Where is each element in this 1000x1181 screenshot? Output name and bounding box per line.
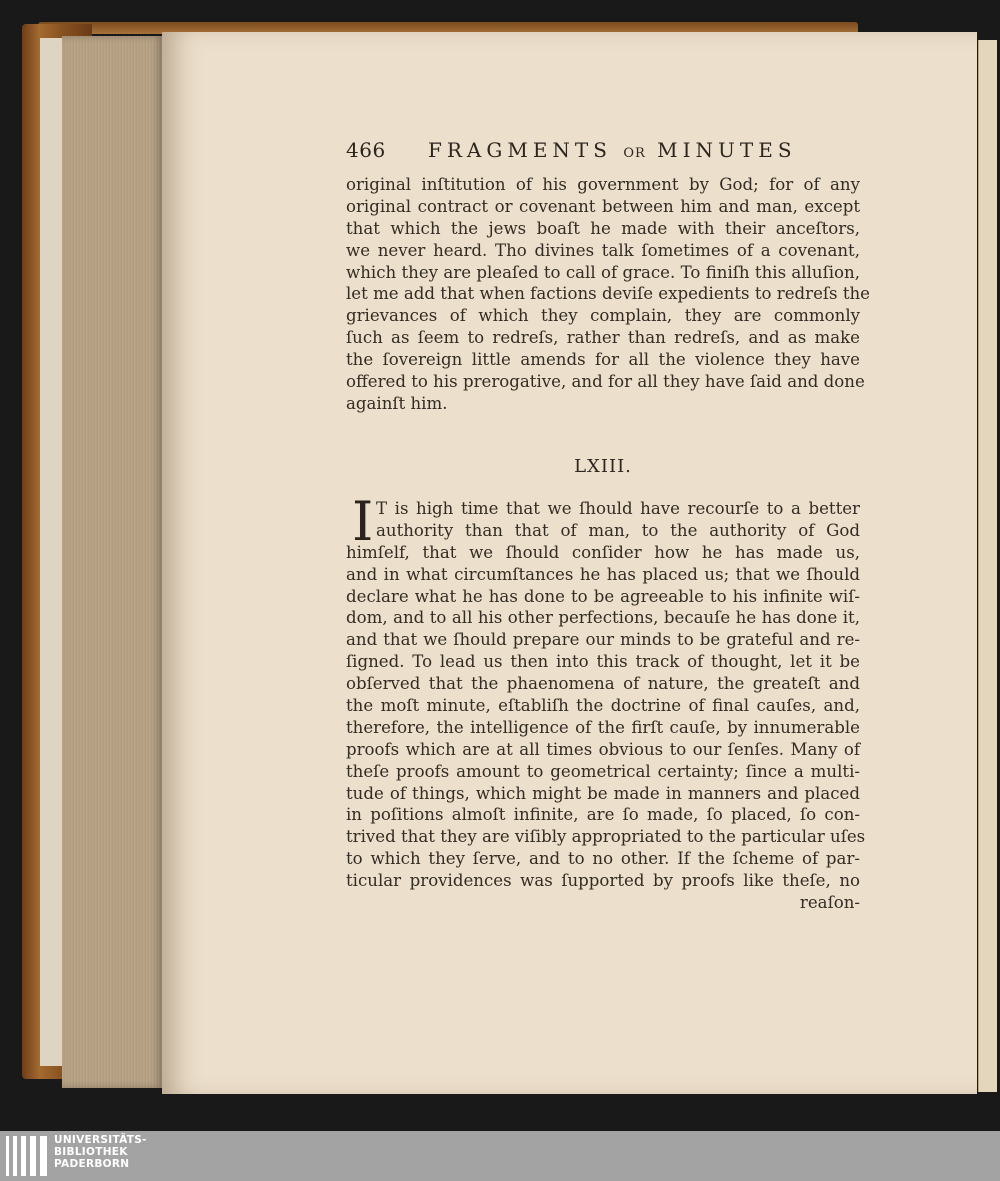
text-line: which they are pleaſed to call of grace. To finiſh this alluſion, (346, 262, 860, 282)
running-header (346, 138, 866, 168)
library-name-line3: PADERBORN (54, 1158, 130, 1170)
text-line: offered to his prerogative, and for all they have ſaid and done (346, 372, 865, 392)
drop-cap: I (352, 490, 374, 553)
text-line: and that we ſhould prepare our minds to be grateful and re- (346, 630, 860, 650)
text-line: we never heard. Tho divines talk ſometimes of a covenant, (346, 240, 860, 260)
text-line: grievances of which they complain, they are commonly (346, 306, 860, 326)
text-line: proofs which are at all times obvious to our ſenſes. Many of (346, 739, 860, 759)
text-line: and in what circumſtances he has placed us; that we ſhould (346, 564, 860, 584)
text-line: the ſovereign little amends for all the violence they have (346, 350, 860, 370)
paragraph-continued (346, 174, 870, 415)
text-line: tude of things, which might be made in manners and placed (346, 783, 860, 803)
text-line: dom, and to all his other perfections, becauſe he has done it, (346, 608, 860, 628)
text-line: that which the jews boaſt he made with their anceſtors, (346, 218, 860, 238)
text-line: himſelf, that we ſhould conſider how he has made us, (346, 542, 860, 562)
text-line: original contract or covenant between him and man, except (346, 196, 860, 216)
text-line: therefore, the intelligence of the firſt cauſe, by innumerable (346, 717, 860, 737)
library-name-line1: UNIVERSITÄTS- (54, 1134, 147, 1146)
library-name (54, 1134, 214, 1170)
catchword: reaſon- (799, 893, 860, 913)
text-line: to which they ſerve, and to no other. If the ſcheme of par- (346, 849, 860, 869)
text-line: trived that they are viſibly appropriated to the particular uſes (346, 827, 866, 847)
text-line: declare what he has done to be agreeable to his infinite wiſ- (346, 586, 860, 606)
section-heading: LXIII. (574, 456, 632, 477)
text-line: in poſitions almoſt infinite, are ſo made, ſo placed, ſo con- (346, 805, 860, 825)
text-line: original inſtitution of his government by God; for of any (346, 175, 860, 194)
running-title (428, 138, 797, 162)
text-line: againſt him. (346, 393, 448, 413)
university-library-logo-icon (4, 1134, 48, 1178)
text-line: T is high time that we ſhould have recourſe to a better (376, 499, 860, 518)
text-line: the moſt minute, eſtabliſh the doctrine of final cauſes, and, (346, 696, 860, 716)
text-line: let me add that when factions deviſe expedients to redreſs the (346, 284, 870, 304)
text-line: ticular providences was ſupported by proofs like theſe, no (346, 871, 860, 891)
text-line: obſerved that the phaenomena of nature, the greateſt and (346, 674, 860, 694)
text-line: theſe proofs amount to geometrical certainty; ſince a multi- (346, 761, 860, 781)
running-title-conj: OR (623, 146, 646, 161)
text-line: ſigned. To lead us then into this track of thought, let it be (346, 652, 860, 672)
running-title-part2: MINUTES (657, 138, 797, 162)
text-line: ſuch as ſeem to redreſs, rather than redreſs, and as make (346, 328, 860, 348)
paragraph-section-lxiii (346, 490, 866, 914)
page-edges (62, 36, 164, 1088)
text-line: authority than that of man, to the authority of God (376, 520, 860, 540)
facing-page-edge (978, 40, 997, 1092)
page-number: 466 (346, 138, 386, 162)
library-name-line2: BIBLIOTHEK (54, 1146, 128, 1158)
running-title-part1: FRAGMENTS (428, 138, 612, 162)
